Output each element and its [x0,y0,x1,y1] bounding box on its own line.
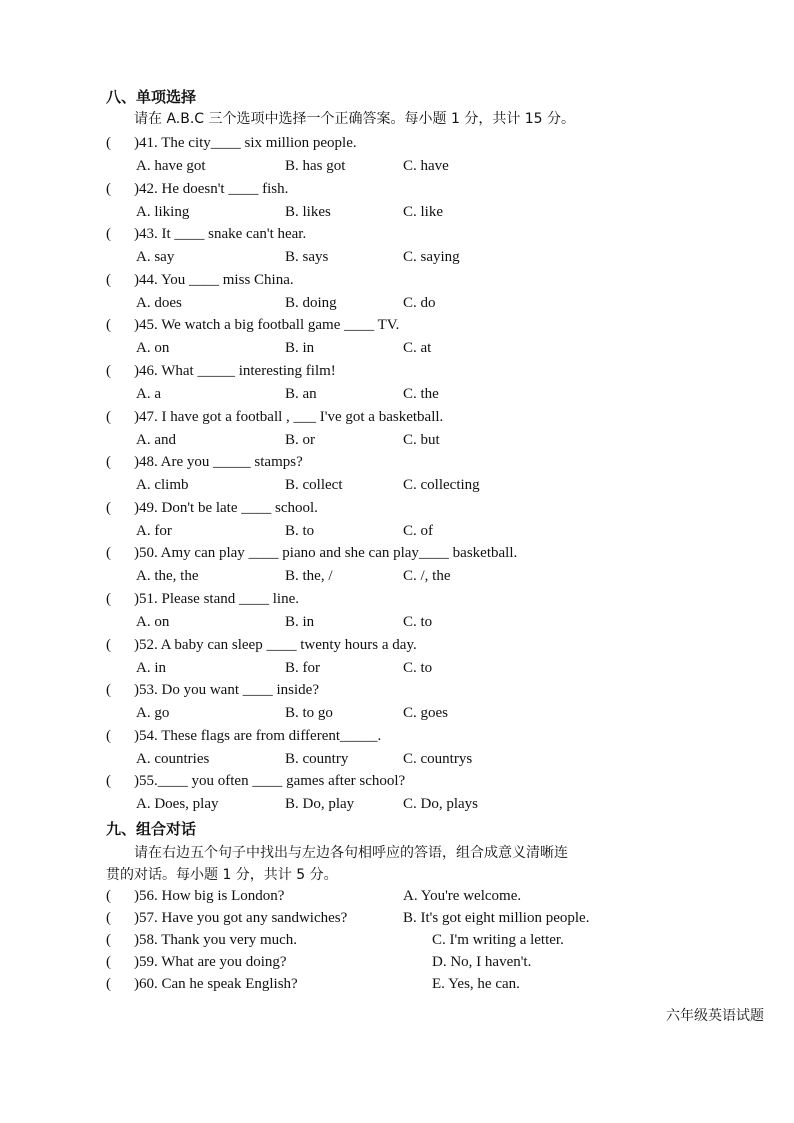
answer-paren[interactable]: ( [106,932,111,948]
answer-paren[interactable]: ( [106,226,111,242]
answer-paren[interactable]: ( [106,317,111,333]
option-c: C. collecting [403,477,480,493]
option-a: A. say [136,249,175,265]
question-text: )42. He doesn't ____ fish. [134,181,289,197]
option-a: A. Does, play [136,796,219,812]
dialogue-response: C. I'm writing a letter. [432,932,564,948]
option-b: B. an [285,386,317,402]
option-b: B. in [285,340,315,356]
option-b: B. to [285,523,315,539]
option-a: A. a [136,386,161,402]
option-a: A. climb [136,477,189,493]
answer-paren[interactable]: ( [106,181,111,197]
question-text: )46. What _____ interesting film! [134,363,336,379]
section-8-title: 八、单项选择 [106,88,197,106]
answer-paren[interactable]: ( [106,363,111,379]
answer-paren[interactable]: ( [106,773,111,789]
dialogue-prompt: )59. What are you doing? [134,954,287,970]
option-b: B. has got [285,158,346,174]
option-b: B. doing [285,295,337,311]
option-a: A. have got [136,158,206,174]
answer-paren[interactable]: ( [106,728,111,744]
answer-paren[interactable]: ( [106,454,111,470]
option-a: A. and [136,432,176,448]
option-b: B. the, / [285,568,333,584]
option-c: C. countrys [403,751,473,767]
option-b: B. for [285,660,320,676]
question-text: )51. Please stand ____ line. [134,591,299,607]
option-c: C. /, the [403,568,451,584]
dialogue-prompt: )58. Thank you very much. [134,932,298,948]
answer-paren[interactable]: ( [106,976,111,992]
option-c: C. goes [403,705,448,721]
option-c: C. like [403,204,443,220]
option-a: A. liking [136,204,190,220]
question-text: )43. It ____ snake can't hear. [134,226,307,242]
option-c: C. of [403,523,433,539]
answer-paren[interactable]: ( [106,954,111,970]
option-b: B. collect [285,477,343,493]
option-a: A. does [136,295,182,311]
option-c: C. to [403,614,433,630]
question-text: )47. I have got a football , ___ I've got a basketball. [134,409,444,425]
answer-paren[interactable]: ( [106,591,111,607]
dialogue-response: D. No, I haven't. [432,954,532,970]
option-c: C. the [403,386,439,402]
option-a: A. the, the [136,568,199,584]
section-9-title: 九、组合对话 [106,820,197,838]
answer-paren[interactable]: ( [106,637,111,653]
question-text: )45. We watch a big football game ____ TV. [134,317,400,333]
option-c: C. at [403,340,432,356]
option-c: C. Do, plays [403,796,478,812]
question-text: )44. You ____ miss China. [134,272,294,288]
option-a: A. countries [136,751,210,767]
answer-paren[interactable]: ( [106,500,111,516]
section-9-instruction-line2: 贯的对话。每小题 1 分，共计 5 分。 [106,867,338,883]
page-footer: 六年级英语试题 [666,1008,764,1024]
option-b: B. Do, play [285,796,355,812]
option-c: C. have [403,158,449,174]
option-a: A. on [136,614,170,630]
dialogue-prompt: )60. Can he speak English? [134,976,298,992]
option-b: B. in [285,614,315,630]
answer-paren[interactable]: ( [106,682,111,698]
option-c: C. do [403,295,436,311]
option-a: A. in [136,660,166,676]
option-b: B. country [285,751,349,767]
question-text: )52. A baby can sleep ____ twenty hours a day. [134,637,417,653]
question-text: )50. Amy can play ____ piano and she can play____ basketball. [134,545,518,561]
question-text: )41. The city____ six million people. [134,135,357,151]
option-b: B. says [285,249,329,265]
dialogue-response: B. It's got eight million people. [403,910,590,926]
option-b: B. likes [285,204,331,220]
option-b: B. to go [285,705,333,721]
option-c: C. to [403,660,433,676]
dialogue-response: A. You're welcome. [403,888,522,904]
question-text: )53. Do you want ____ inside? [134,682,319,698]
option-b: B. or [285,432,315,448]
section-8-instruction: 请在 A.B.C 三个选项中选择一个正确答案。每小题 1 分，共计 15 分。 [134,111,576,127]
option-a: A. on [136,340,170,356]
answer-paren[interactable]: ( [106,272,111,288]
answer-paren[interactable]: ( [106,409,111,425]
question-text: )54. These flags are from different_____. [134,728,382,744]
option-a: A. go [136,705,170,721]
question-text: )48. Are you _____ stamps? [134,454,303,470]
dialogue-response: E. Yes, he can. [432,976,520,992]
dialogue-prompt: )57. Have you got any sandwiches? [134,910,348,926]
question-text: )49. Don't be late ____ school. [134,500,318,516]
answer-paren[interactable]: ( [106,888,111,904]
question-text: )55.____ you often ____ games after school? [134,773,406,789]
option-c: C. saying [403,249,460,265]
answer-paren[interactable]: ( [106,545,111,561]
option-c: C. but [403,432,440,448]
section-9-instruction-line1: 请在右边五个句子中找出与左边各句相呼应的答语，组合成意义清晰连 [134,845,568,861]
option-a: A. for [136,523,172,539]
answer-paren[interactable]: ( [106,135,111,151]
answer-paren[interactable]: ( [106,910,111,926]
dialogue-prompt: )56. How big is London? [134,888,285,904]
